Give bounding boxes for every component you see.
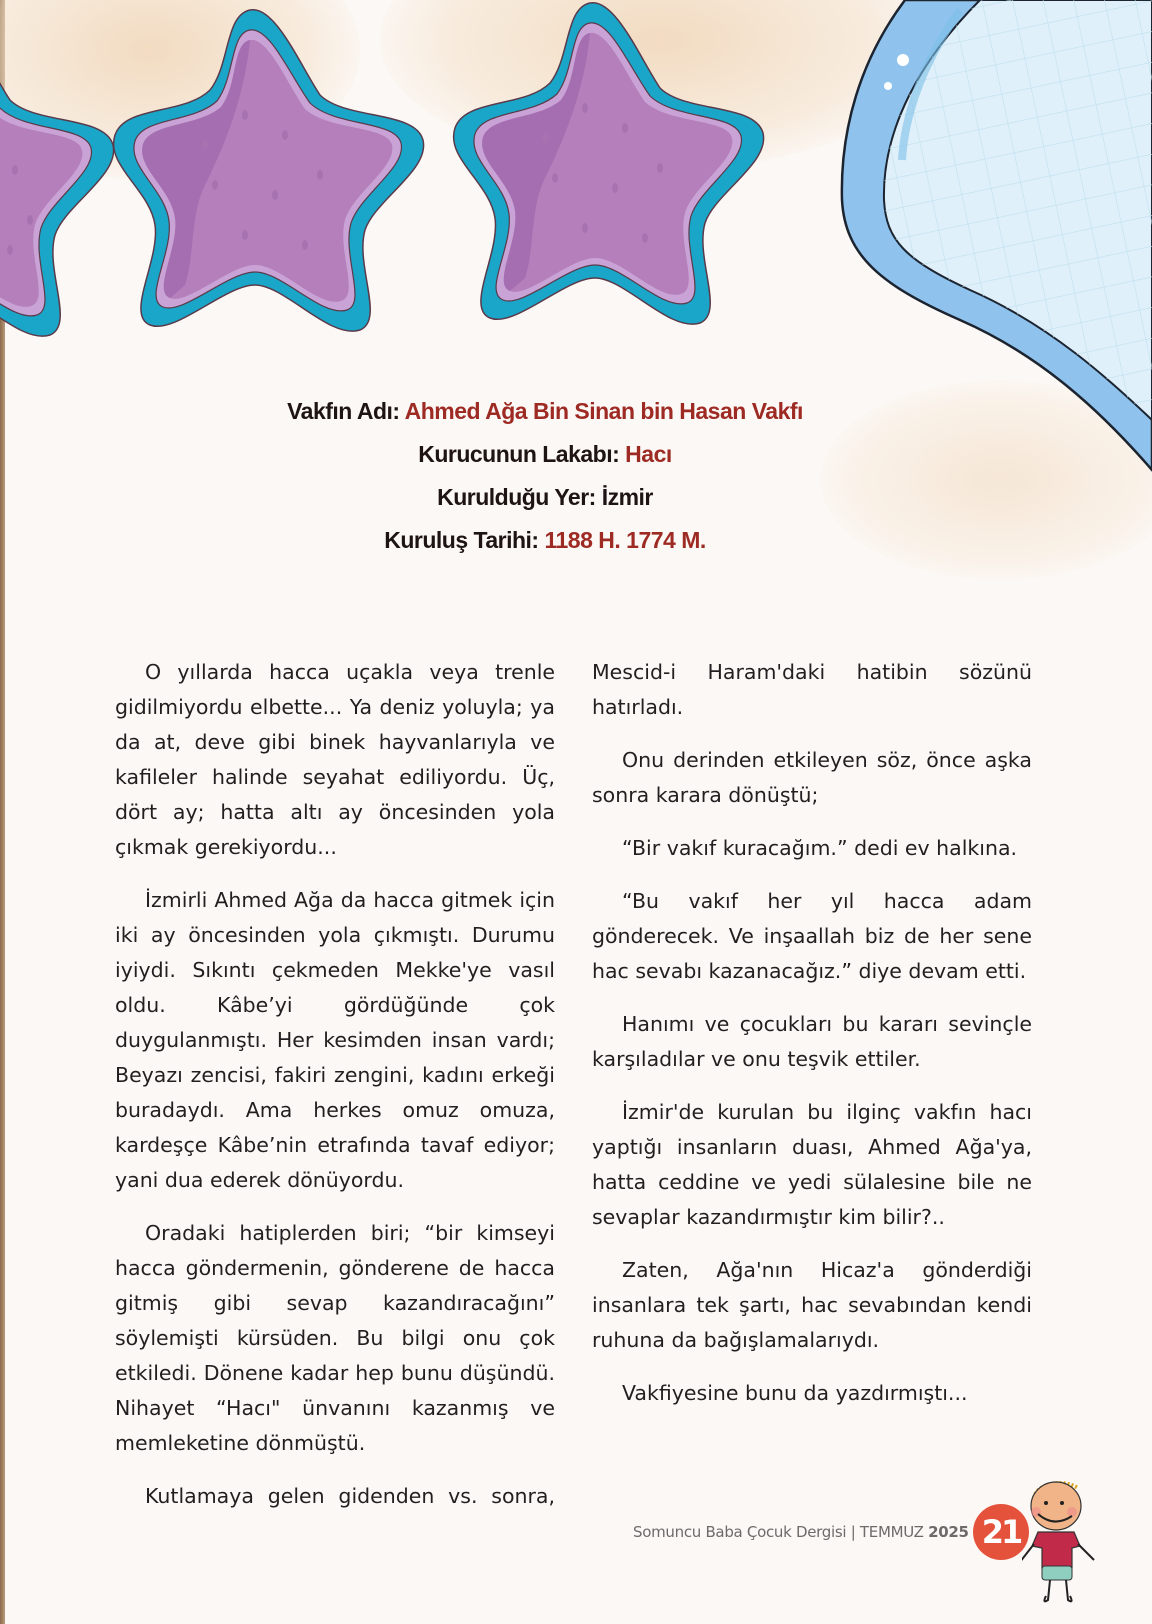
article-paragraph: Kutlamaya gelen gidenden vs. sonra, [145, 1484, 555, 1508]
info-founded-place [0, 476, 1090, 519]
article-paragraph: “Bu vakıf her yıl hacca adam gönderecek. Ve inşaallah biz de her sene hac sevabı kazanacağız.” diye devam etti. [592, 889, 1032, 983]
info-founded-date [0, 519, 1090, 562]
starfish-illustration [0, 15, 114, 337]
article-column-left [115, 655, 555, 1532]
info-label: Kuruluş Tarihi: [384, 527, 539, 553]
article-paragraph: O yıllarda hacca uçakla veya trenle gidilmiyordu elbette... Ya deniz yoluyla; ya da at, deve gibi binek hayvanlarıyla ve kafileler halinde seyahat ediliyordu. Üç, dört ay; hatta altı ay öncesinden yola çıkmak gerekiyordu... [115, 660, 555, 859]
info-label: Kurucunun Lakabı: [418, 441, 620, 467]
kid-mascot-icon [1022, 1476, 1102, 1608]
article-paragraph: Onu derinden etkileyen söz, önce aşka sonra karara dönüştü; [592, 748, 1032, 807]
article-column-right [592, 655, 1032, 1429]
info-label: Vakfın Adı: [287, 398, 400, 424]
article-paragraph: Oradaki hatiplerden biri; “bir kimseyi hacca göndermenin, gönderene de hacca gitmiş gibi sevap kazandıracağını” söylemişti kürsüden. Bu bilgi onu çok etkiledi. Dönene kadar hep bunu düşündü. Nihayet “Hacı" ünvanını kazanmış ve memleketine dönmüştü. [115, 1221, 555, 1455]
footer-year: 2025 [928, 1523, 969, 1541]
info-founder-nickname [0, 433, 1090, 476]
article-paragraph: Zaten, Ağa'nın Hicaz'a gönderdiği insanlara tek şartı, hac sevabından kendi ruhuna da bağışlamalarıydı. [592, 1258, 1032, 1352]
info-value: Ahmed Ağa Bin Sinan bin Hasan Vakfı [404, 398, 803, 424]
article-paragraph: Vakfiyesine bunu da yazdırmıştı... [622, 1381, 968, 1405]
info-value: İzmir [601, 484, 653, 510]
article-paragraph: Hanımı ve çocukları bu kararı sevinçle karşıladılar ve onu teşvik ettiler. [592, 1012, 1032, 1071]
foundation-info [0, 390, 1090, 562]
info-value: 1188 H. 1774 M. [544, 527, 706, 553]
starfish-illustration [454, 3, 764, 325]
article-paragraph: İzmir'de kurulan bu ilginç vakfın hacı yaptığı insanların duası, Ahmed Ağa'ya, hatta ceddine ve yedi sülalesine bile ne sevaplar kazandırmıştır kim bilir?.. [592, 1100, 1032, 1229]
info-foundation-name [0, 390, 1090, 433]
footer-magazine-name: Somuncu Baba Çocuk Dergisi | TEMMUZ [633, 1523, 924, 1541]
footer-magazine-info [633, 1523, 969, 1541]
starfish-illustration [114, 10, 424, 332]
page-number-badge: 21 [973, 1504, 1029, 1560]
article-paragraph: İzmirli Ahmed Ağa da hacca gitmek için iki ay öncesinden yola çıkmıştı. Durumu iyiydi. Sıkıntı çekmeden Mekke'ye vasıl oldu. Kâbe’yi gördüğünde çok duygulanmıştı. Her kesimden insan vardı; Beyazı zencisi, fakiri zengini, kadını erkeği buradaydı. Ama herkes omuz omuza, kardeşçe Kâbe’nin etrafında tavaf ediyor; yani dua ederek dönüyordu. [115, 888, 555, 1192]
info-value: Hacı [625, 441, 672, 467]
article-paragraph-continuation: Mescid-i Haram'daki hatibin sözünü hatırladı. [592, 660, 1032, 719]
info-label: Kurulduğu Yer: [437, 484, 596, 510]
article-paragraph: “Bir vakıf kuracağım.” dedi ev halkına. [622, 836, 1018, 860]
